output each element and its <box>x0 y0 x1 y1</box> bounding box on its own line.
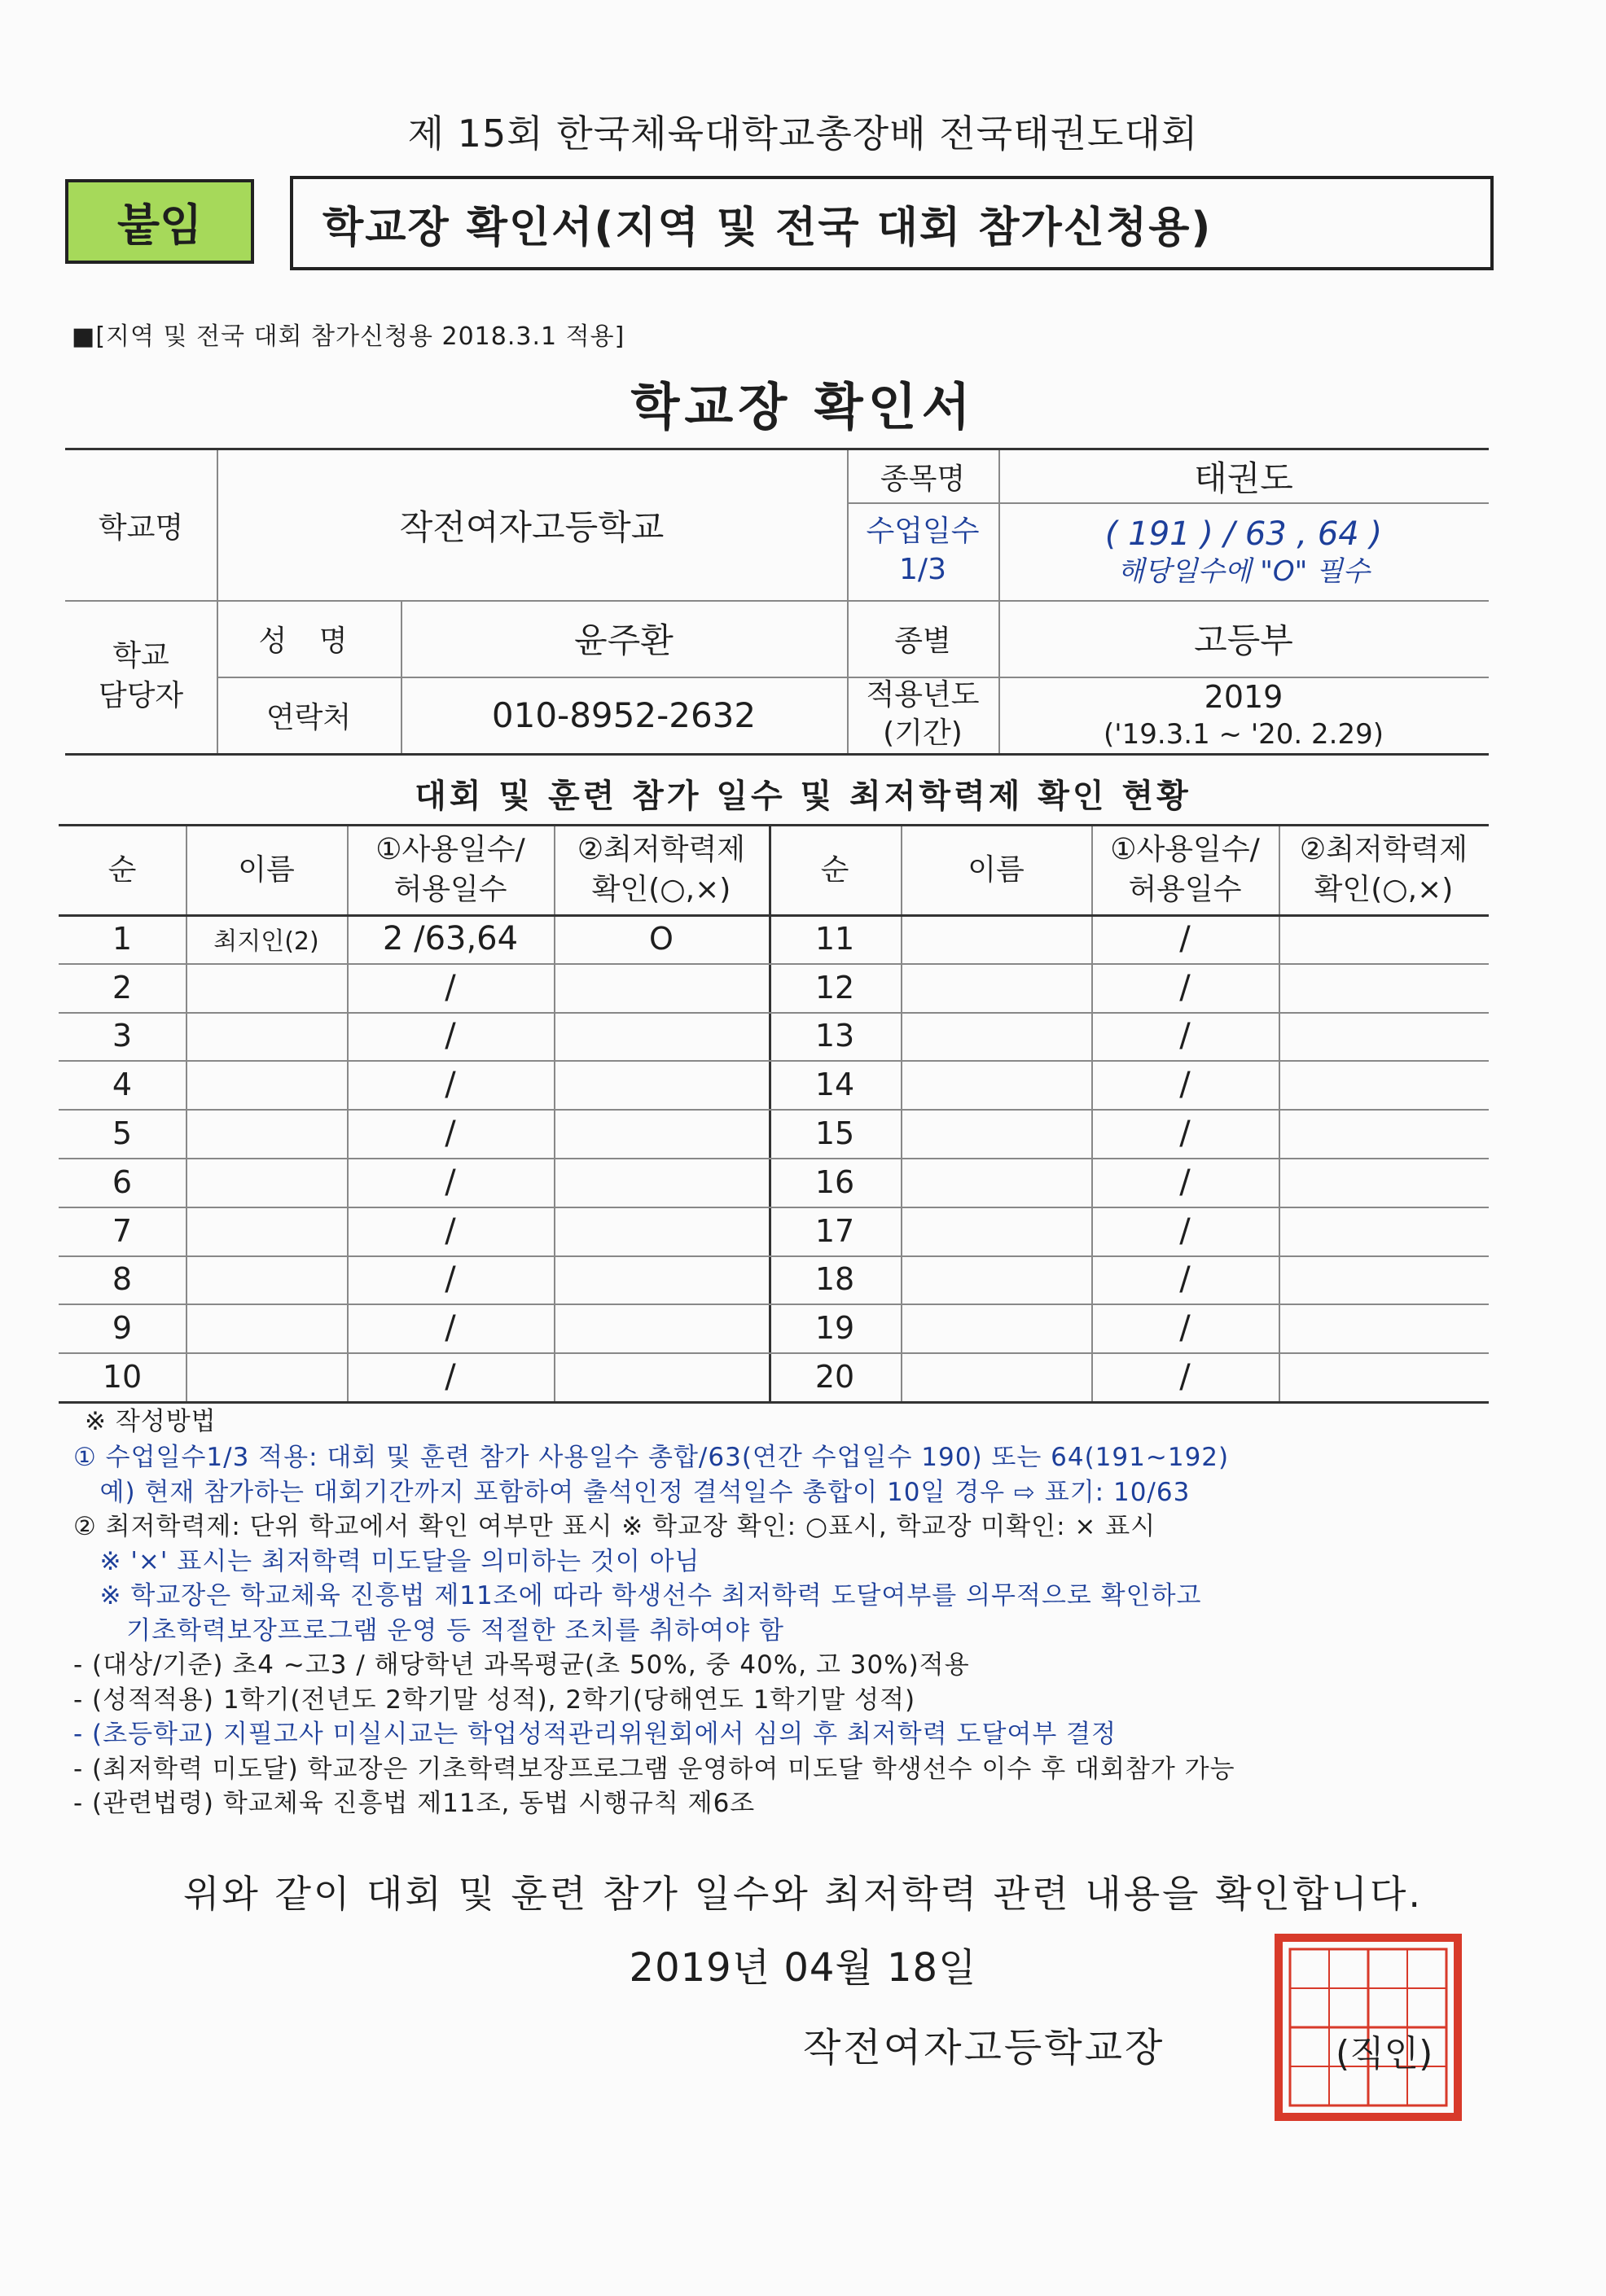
left-row-6-name <box>186 1158 347 1207</box>
year-label-line1: 적용년도 <box>866 678 980 712</box>
class-days-label <box>847 502 998 600</box>
applicability-note: ■[지역 및 전국 대회 참가신청용 2018.3.1 적용] <box>72 322 625 351</box>
right-row-5-no: 15 <box>814 1115 855 1152</box>
header-days-line1: ①사용일수/ <box>375 833 525 867</box>
sport-value: 태권도 <box>1194 458 1293 498</box>
year: 2019 <box>1204 679 1283 715</box>
header-days-right <box>1091 826 1279 914</box>
header-check-right-line2: 확인(○,×) <box>1314 873 1454 906</box>
left-row-8-no: 8 <box>112 1261 133 1298</box>
left-row-4-days: / <box>445 1066 456 1104</box>
header-order-right: 순 <box>820 852 849 887</box>
left-row-7-check <box>554 1207 769 1255</box>
left-row-5-days: / <box>445 1115 456 1153</box>
right-row-3-days: / <box>1179 1017 1191 1055</box>
right-row-10-name <box>901 1352 1091 1401</box>
header-check-right <box>1279 826 1489 914</box>
left-row-4-name <box>186 1060 347 1109</box>
right-row-1-name <box>901 914 1091 963</box>
left-row-4-no: 4 <box>112 1067 133 1103</box>
left-row-1-name: 최지인(2) <box>213 927 319 956</box>
division-value: 고등부 <box>1194 620 1293 660</box>
left-row-1-check: O <box>649 920 674 957</box>
section-title: 대회 및 훈련 참가 일수 및 최저학력제 확인 현황 <box>415 778 1191 815</box>
right-row-9-days: / <box>1179 1309 1191 1347</box>
right-row-10-days: / <box>1179 1358 1191 1396</box>
right-row-5-days: / <box>1179 1115 1191 1153</box>
right-row-6-days: / <box>1179 1163 1191 1201</box>
right-row-8-name <box>901 1255 1091 1304</box>
year-label-line2: (기간) <box>883 716 963 750</box>
right-row-2-check <box>1279 963 1489 1012</box>
event-title: 제 15회 한국체육대학교총장배 전국태권도대회 <box>407 112 1199 156</box>
right-row-9-check <box>1279 1304 1489 1352</box>
right-row-6-no: 16 <box>814 1163 855 1200</box>
left-row-2-check <box>554 963 769 1012</box>
name-label: 성 명 <box>258 624 359 658</box>
right-row-4-name <box>901 1060 1091 1109</box>
left-row-2-no: 2 <box>112 969 133 1006</box>
left-row-10-no: 10 <box>102 1359 143 1396</box>
instruction-line-4: ※ '×' 표시는 최저학력 미도달을 의미하는 것이 아님 <box>73 1546 700 1576</box>
attachment-tag: 붙임 <box>65 179 254 264</box>
manager-label <box>65 600 217 753</box>
header-name: 이름 <box>238 852 295 887</box>
instruction-line-6: 기초학력보장프로그램 운영 등 적절한 조치를 취하여야 함 <box>73 1615 784 1645</box>
left-row-5-name <box>186 1109 347 1158</box>
seal-label: (직인) <box>1336 2033 1433 2075</box>
header-days-line2: 허용일수 <box>393 873 507 906</box>
left-row-8-days: / <box>445 1260 456 1299</box>
left-row-2-days: / <box>445 968 456 1006</box>
left-row-6-days: / <box>445 1163 456 1201</box>
left-row-5-check <box>554 1109 769 1158</box>
left-row-10-check <box>554 1352 769 1401</box>
header-check-right-line1: ②최저학력제 <box>1299 833 1468 867</box>
class-days-handwritten: ( 191 ) / 63 , 64 ) <box>1104 515 1383 553</box>
right-row-7-name <box>901 1207 1091 1255</box>
left-row-3-days: / <box>445 1017 456 1055</box>
left-row-3-check <box>554 1012 769 1061</box>
sport-label: 종목명 <box>880 462 966 496</box>
right-row-8-no: 18 <box>814 1261 855 1298</box>
right-row-1-check <box>1279 914 1489 963</box>
instruction-line-7: - (대상/기준) 초4 ~고3 / 해당학년 과목평균(초 50%, 중 40%, 고 30%)적용 <box>73 1650 970 1680</box>
right-row-7-no: 17 <box>814 1212 855 1249</box>
right-row-3-name <box>901 1012 1091 1061</box>
main-title: 학교장 확인서 <box>630 377 976 436</box>
header-check <box>554 826 769 914</box>
left-row-4-check <box>554 1060 769 1109</box>
manager-label-line2: 담당자 <box>98 679 184 712</box>
contact-label: 연락처 <box>265 700 352 734</box>
right-row-3-no: 13 <box>814 1018 855 1054</box>
form-title: 학교장 확인서(지역 및 전국 대회 참가신청용) <box>290 176 1494 270</box>
left-row-7-name <box>186 1207 347 1255</box>
left-row-9-check <box>554 1304 769 1352</box>
left-row-7-no: 7 <box>112 1212 133 1249</box>
right-row-8-days: / <box>1179 1260 1191 1299</box>
left-row-1-days: 2 /63,64 <box>382 919 519 957</box>
right-row-7-check <box>1279 1207 1489 1255</box>
instruction-line-2: 예) 현재 참가하는 대회기간까지 포함하여 출석인정 결석일수 총합이 10일 경우 ⇨ 표기: 10/63 <box>73 1477 1191 1507</box>
right-row-3-check <box>1279 1012 1489 1061</box>
principal-name: 작전여자고등학교장 <box>803 2025 1165 2070</box>
confirmation-statement: 위와 같이 대회 및 훈련 참가 일수와 최저학력 관련 내용을 확인합니다. <box>182 1872 1424 1916</box>
header-check-line1: ②최저학력제 <box>577 833 746 867</box>
instruction-line-3: ② 최저학력제: 단위 학교에서 확인 여부만 표시 ※ 학교장 확인: ○표시, 학교장 미확인: × 표시 <box>73 1512 1156 1541</box>
left-row-8-name <box>186 1255 347 1304</box>
header-days <box>347 826 554 914</box>
year-value <box>998 677 1489 753</box>
right-row-2-no: 12 <box>814 969 855 1006</box>
school-name-label: 학교명 <box>98 510 184 545</box>
division-label: 종별 <box>894 624 951 658</box>
instruction-line-1: ① 수업일수1/3 적용: 대회 및 훈련 참가 사용일수 총합/63(연간 수업일수 190) 또는 64(191~192) <box>73 1443 1230 1472</box>
left-row-7-days: / <box>445 1212 456 1250</box>
instruction-line-9: - (초등학교) 지필고사 미실시교는 학업성적관리위원회에서 심의 후 최저학력 도달여부 결정 <box>73 1720 1117 1749</box>
left-row-6-no: 6 <box>112 1163 133 1200</box>
instruction-line-10: - (최저학력 미도달) 학교장은 기초학력보장프로그램 운영하여 미도달 학생선수 이수 후 대회참가 가능 <box>73 1754 1235 1784</box>
right-row-4-check <box>1279 1060 1489 1109</box>
class-days-value <box>998 502 1489 600</box>
instruction-line-5: ※ 학교장은 학교체육 진흥법 제11조에 따라 학생선수 최저학력 도달여부를 의무적으로 확인하고 <box>73 1581 1202 1610</box>
header-check-line2: 확인(○,×) <box>591 873 731 906</box>
info-table <box>65 448 1489 756</box>
header-order: 순 <box>108 852 137 887</box>
right-row-5-name <box>901 1109 1091 1158</box>
participants-table <box>59 824 1489 1404</box>
header-days-right-line2: 허용일수 <box>1128 873 1242 906</box>
right-row-6-check <box>1279 1158 1489 1207</box>
left-row-9-no: 9 <box>112 1310 133 1347</box>
right-row-10-check <box>1279 1352 1489 1401</box>
right-row-1-no: 11 <box>814 920 855 957</box>
manager-label-line1: 학교 <box>112 639 169 673</box>
left-row-9-days: / <box>445 1309 456 1347</box>
right-row-9-no: 19 <box>814 1310 855 1347</box>
right-row-4-no: 14 <box>814 1067 855 1103</box>
right-row-2-name <box>901 963 1091 1012</box>
right-row-2-days: / <box>1179 968 1191 1006</box>
right-row-9-name <box>901 1304 1091 1352</box>
left-row-2-name <box>186 963 347 1012</box>
contact-value: 010-8952-2632 <box>491 694 757 735</box>
period: ('19.3.1 ~ '20. 2.29) <box>1103 717 1384 751</box>
right-row-8-check <box>1279 1255 1489 1304</box>
right-row-6-name <box>901 1158 1091 1207</box>
left-row-10-days: / <box>445 1358 456 1396</box>
year-label <box>847 677 998 753</box>
left-row-5-no: 5 <box>112 1115 133 1152</box>
left-row-10-name <box>186 1352 347 1401</box>
right-row-10-no: 20 <box>814 1359 855 1396</box>
header-name-right: 이름 <box>968 852 1025 887</box>
right-row-5-check <box>1279 1109 1489 1158</box>
left-row-6-check <box>554 1158 769 1207</box>
left-row-8-check <box>554 1255 769 1304</box>
instruction-line-8: - (성적적용) 1학기(전년도 2학기말 성적), 2학기(당해연도 1학기말 성적) <box>73 1685 916 1715</box>
right-row-1-days: / <box>1179 919 1191 957</box>
right-row-7-days: / <box>1179 1212 1191 1250</box>
instructions-heading: ※ 작성방법 <box>85 1407 217 1436</box>
class-days-label-line2: 1/3 <box>899 553 946 586</box>
left-row-9-name <box>186 1304 347 1352</box>
manager-name: 윤주환 <box>574 620 674 660</box>
instruction-line-11: - (관련법령) 학교체육 진흥법 제11조, 동법 시행규칙 제6조 <box>73 1789 756 1818</box>
left-row-3-name <box>186 1012 347 1061</box>
right-row-4-days: / <box>1179 1066 1191 1104</box>
header-days-right-line1: ①사용일수/ <box>1110 833 1260 867</box>
left-row-1-no: 1 <box>112 920 133 957</box>
class-days-label-line1: 수업일수 <box>866 515 980 549</box>
left-row-3-no: 3 <box>112 1018 133 1054</box>
issue-date: 2019년 04월 18일 <box>629 1945 977 1991</box>
class-days-note: 해당일수에 "O" 필수 <box>1117 554 1370 588</box>
school-name: 작전여자고등학교 <box>399 507 665 547</box>
